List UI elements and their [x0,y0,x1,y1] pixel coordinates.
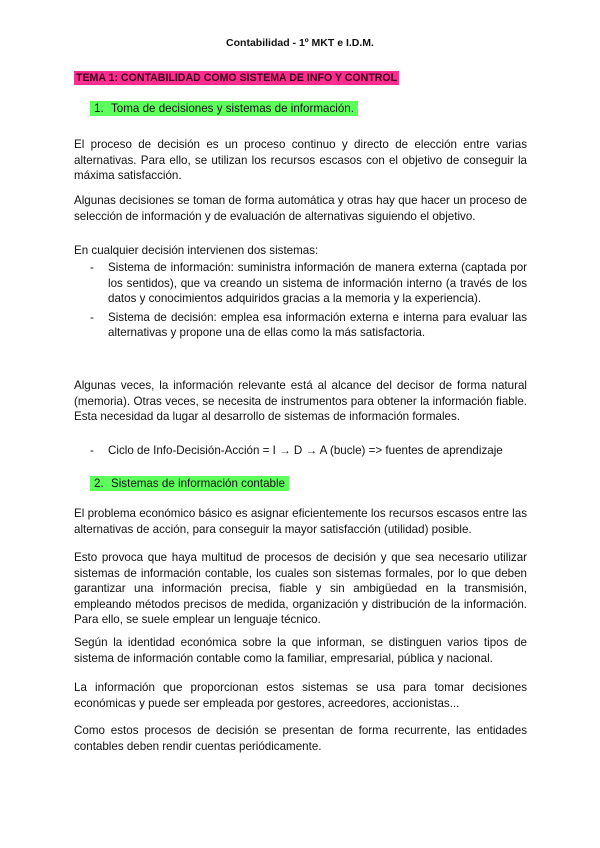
topic-title-highlight: TEMA 1: CONTABILIDAD COMO SISTEMA DE INFO Y CONTROL [76,72,398,84]
section-1-heading-highlight [90,101,358,116]
list-item: - Sistema de decisión: emplea esa información externa e interna para evaluar las alternativas y propone una de ellas como la más satisfactoria. [90,310,527,341]
section-2-title: Sistemas de información contable [111,477,285,490]
page-header [0,37,600,49]
section-1-heading [90,101,358,117]
decision-systems-list [90,260,527,344]
section-2-number: 2. [94,477,104,490]
section-2-heading [90,476,289,492]
topic-title [74,70,527,87]
s2-paragraph-5: Como estos procesos de decisión se presentan de forma recurrente, las entidades contables deben rendir cuentas periódicamente. [74,724,527,753]
list-item: - Ciclo de Info-Decisión-Acción = I → D → A (bucle) => fuentes de aprendizaje [90,443,527,459]
s1-paragraph-2: Algunas decisiones se toman de forma automática y otras hay que hacer un proceso de selección de información y de evaluación de alternativas siguiendo el objetivo. [74,194,527,223]
s1-paragraph-3: En cualquier decisión intervienen dos sistemas: [74,244,319,257]
list-item: - Sistema de información: suministra información de manera externa (captada por los sentidos), que va creando un sistema de información interno (a través de los datos y conocimientos adquiridos gracias a la memoria y la experiencia). [90,260,527,307]
section-1-title: Toma de decisiones y sistemas de información. [111,102,354,115]
s2-paragraph-2: Esto provoca que haya multitud de procesos de decisión y que sea necesario utilizar sistemas de información contable, los cuales son sistemas formales, por lo que deben garantizar una información precisa, fiable y sin ambigüedad en la transmisión, empleando métodos precisos de medida, organización y distribución de la información. Para ello, se suele emplear un lenguaje técnico. [74,551,527,627]
s1-paragraph-4: Algunas veces, la información relevante está al alcance del decisor de forma natural (memoria). Otras veces, se necesita de instrumentos para obtener la información fiable. Esta necesidad da lugar al desarrollo de sistemas de información formales. [74,379,527,424]
s2-paragraph-1: El problema económico básico es asignar eficientemente los recursos escasos entre las alternativas de acción, para conseguir la mayor satisfacción (utilidad) posible. [74,507,527,536]
document-title: Contabilidad - 1º MKT e I.D.M. [226,37,374,49]
section-1-number: 1. [94,102,104,115]
s1-paragraph-1: El proceso de decisión es un proceso continuo y directo de elección entre varias alternativas. Para ello, se utilizan los recursos escasos con el objetivo de conseguir la máxima satisfacción. [74,138,527,183]
section-2-heading-highlight [90,476,289,491]
cycle-list [90,443,527,462]
s2-paragraph-4: La información que proporcionan estos sistemas se usa para tomar decisiones económicas y puede ser empleada por gestores, acreedores, accionistas... [74,681,527,710]
s2-paragraph-3: Según la identidad económica sobre la que informan, se distinguen varios tipos de sistema de información contable como la familiar, empresarial, pública y nacional. [74,636,527,665]
